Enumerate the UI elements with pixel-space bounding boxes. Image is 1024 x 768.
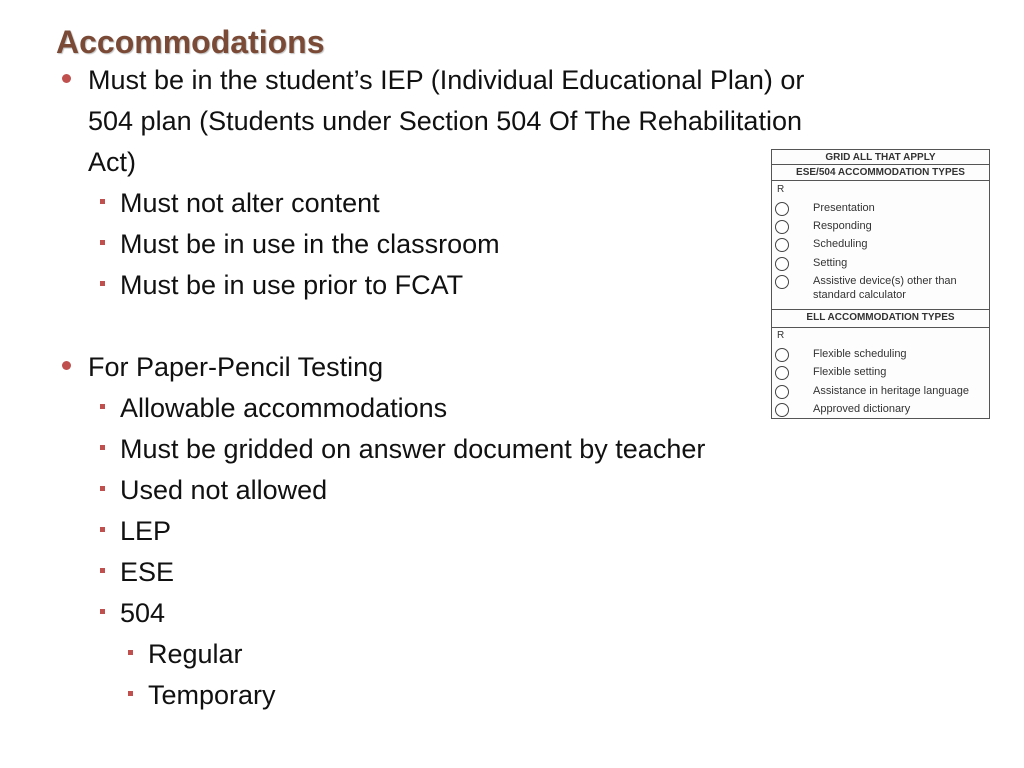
square-bullet-icon: [100, 404, 105, 409]
form-ese-header: ESE/504 ACCOMMODATION TYPES: [796, 167, 965, 178]
accommodation-form-image: [771, 149, 990, 419]
answer-bubble-icon: [775, 275, 789, 289]
subitem-text: Must be in use prior to FCAT: [120, 270, 464, 300]
subitem-text: Must not alter content: [120, 188, 380, 218]
subitem-text: Must be gridded on answer document by teacher: [120, 434, 706, 464]
bullet-text: For Paper-Pencil Testing: [88, 352, 384, 382]
subitem-text: LEP: [120, 516, 172, 546]
subitem-prior-fcat: [120, 265, 463, 306]
square-bullet-icon: [100, 527, 105, 532]
subsubitem-text: Regular: [148, 639, 243, 669]
form-divider: [772, 180, 989, 181]
subitem-text: ESE: [120, 557, 175, 587]
answer-bubble-icon: [775, 220, 789, 234]
bullet-iep-line2: 504 plan (Students under Section 504 Of The Rehabilitation: [88, 106, 802, 136]
square-bullet-icon: [100, 568, 105, 573]
form-option-flexible-scheduling: Flexible scheduling: [775, 347, 989, 363]
bullet-iep-line3: Act): [88, 147, 137, 177]
subsubitem-regular: [148, 634, 243, 675]
square-bullet-icon: [100, 240, 105, 245]
subitem-classroom: [120, 224, 500, 265]
subsubitem-temporary: [148, 675, 276, 716]
subitem-text: 504: [120, 598, 166, 628]
form-ell-r-label: R: [777, 330, 785, 341]
square-bullet-icon: [100, 609, 105, 614]
answer-bubble-icon: [775, 348, 789, 362]
slide-title: Accommodations: [56, 24, 325, 60]
subitem-used-not-allowed: [120, 470, 327, 511]
subitem-allowable: [120, 388, 447, 429]
square-bullet-icon: [128, 691, 133, 696]
form-option-setting: Setting: [775, 256, 989, 272]
form-option-scheduling: Scheduling: [775, 237, 989, 253]
subitem-ese: [120, 552, 174, 593]
form-option-assistive-device-line2: standard calculator: [813, 289, 906, 301]
form-divider: [772, 327, 989, 328]
form-grid-header: GRID ALL THAT APPLY: [825, 152, 936, 163]
answer-bubble-icon: [775, 238, 789, 252]
bullet-iep-line1: [88, 60, 804, 101]
subitem-text: Allowable accommodations: [120, 393, 448, 423]
subitem-gridded: [120, 429, 705, 470]
bullet-text: Must be in the student’s IEP (Individual Educational Plan) or: [88, 65, 805, 95]
answer-bubble-icon: [775, 385, 789, 399]
subitem-alter-content: [120, 183, 380, 224]
form-option-assistive-device: Assistive device(s) other than: [775, 274, 989, 290]
answer-bubble-icon: [775, 202, 789, 216]
square-bullet-icon: [100, 281, 105, 286]
subitem-lep: [120, 511, 171, 552]
round-bullet-icon: [62, 361, 71, 370]
form-option-heritage-language: Assistance in heritage language: [775, 384, 989, 400]
form-option-responding: Responding: [775, 219, 989, 235]
square-bullet-icon: [100, 445, 105, 450]
subsubitem-text: Temporary: [148, 680, 276, 710]
form-divider: [772, 309, 989, 310]
square-bullet-icon: [128, 650, 133, 655]
round-bullet-icon: [62, 74, 71, 83]
subitem-text: Used not allowed: [120, 475, 328, 505]
form-ese-r-label: R: [777, 184, 785, 195]
form-option-approved-dictionary: Approved dictionary: [775, 402, 989, 418]
form-ell-header: ELL ACCOMMODATION TYPES: [806, 312, 955, 323]
answer-bubble-icon: [775, 366, 789, 380]
square-bullet-icon: [100, 486, 105, 491]
answer-bubble-icon: [775, 257, 789, 271]
form-divider: [772, 164, 989, 165]
form-option-presentation: Presentation: [775, 201, 989, 217]
subitem-504: [120, 593, 165, 634]
bullet-paper-pencil: [88, 347, 383, 388]
square-bullet-icon: [100, 199, 105, 204]
subitem-text: Must be in use in the classroom: [120, 229, 500, 259]
answer-bubble-icon: [775, 403, 789, 417]
form-option-flexible-setting: Flexible setting: [775, 365, 989, 381]
